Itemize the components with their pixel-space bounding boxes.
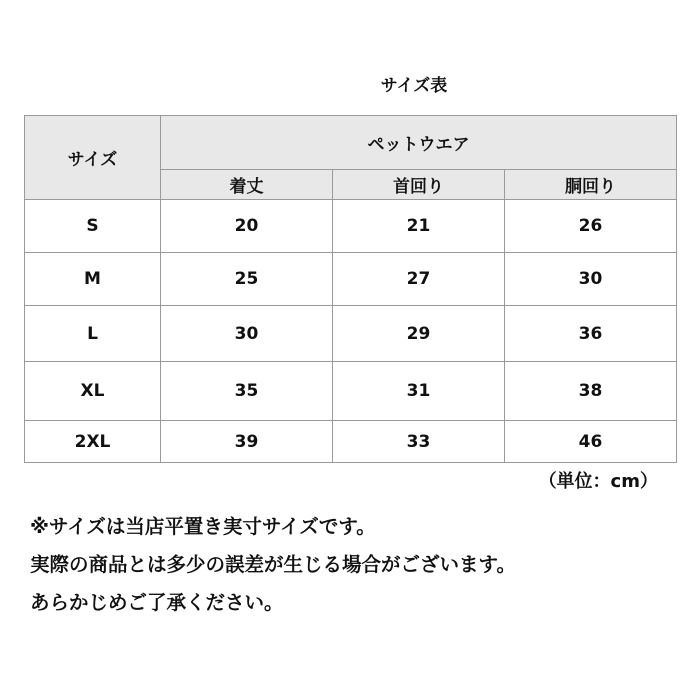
table-cell: 33 <box>333 421 505 463</box>
row-size-label: XL <box>25 362 161 421</box>
pet-wear-group-header: ペットウエア <box>161 116 677 170</box>
table-row <box>25 306 677 362</box>
table-cell: 25 <box>161 253 333 306</box>
note-line: あらかじめご了承ください。 <box>30 591 284 614</box>
note-line: 実際の商品とは多少の誤差が生じる場合がございます。 <box>30 553 516 576</box>
table-cell: 27 <box>333 253 505 306</box>
table-row <box>25 362 677 421</box>
table-cell: 38 <box>505 362 677 421</box>
page-title: サイズ表 <box>380 76 448 96</box>
table-cell: 36 <box>505 306 677 362</box>
unit-label: （単位：cm） <box>538 471 658 492</box>
table-cell: 30 <box>161 306 333 362</box>
table-cell: 35 <box>161 362 333 421</box>
table-cell: 29 <box>333 306 505 362</box>
table-cell: 21 <box>333 200 505 253</box>
table-row <box>25 421 677 463</box>
table-cell: 31 <box>333 362 505 421</box>
size-table <box>24 115 677 463</box>
note-line: ※サイズは当店平置き実寸サイズです。 <box>30 515 376 538</box>
notes <box>30 508 690 622</box>
table-cell: 46 <box>505 421 677 463</box>
row-size-label: S <box>25 200 161 253</box>
row-size-label: L <box>25 306 161 362</box>
row-size-label: 2XL <box>25 421 161 463</box>
row-size-label: M <box>25 253 161 306</box>
table-cell: 20 <box>161 200 333 253</box>
table-cell: 26 <box>505 200 677 253</box>
column-header-chest: 胴回り <box>505 170 677 200</box>
size-column-header: サイズ <box>25 116 161 200</box>
column-header-neck: 首回り <box>333 170 505 200</box>
table-cell: 30 <box>505 253 677 306</box>
table-row <box>25 253 677 306</box>
column-header-length: 着丈 <box>161 170 333 200</box>
table-cell: 39 <box>161 421 333 463</box>
table-row <box>25 200 677 253</box>
